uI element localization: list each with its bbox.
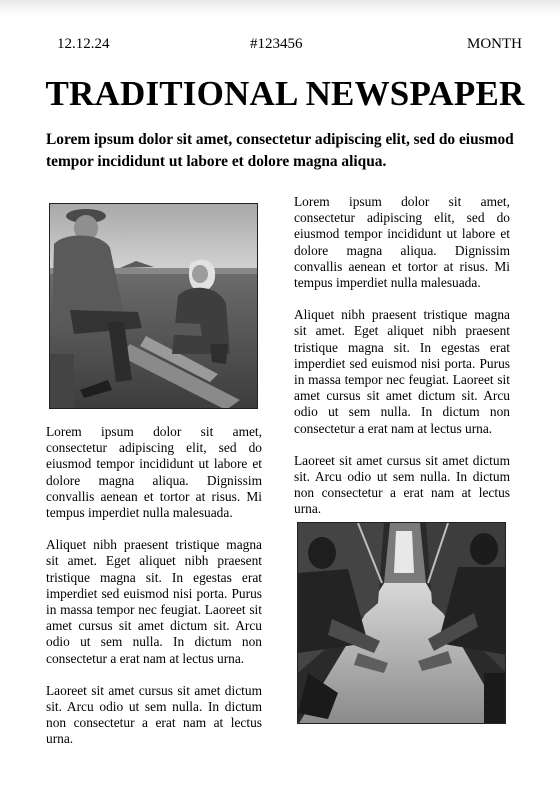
article-paragraph: Aliquet nibh praesent tristique magna sit amet. Eget aliquet nibh praesent tristique magna sit. In egestas erat imperdiet sed euismod nisi porta. Purus in massa tempor nec feugiat. Laoreet sit amet cursus sit amet dictum sit. Arcu odio ut sem nulla. In dictum non consectetur a erat nam at lectus urna. — [46, 537, 262, 666]
article-paragraph: Lorem ipsum dolor sit amet, consectetur adipiscing elit, sed do eiusmod tempor incididunt ut labore et dolore magna aliqua. Dignissim convallis aenean et tortor at risus. Mi tempus imperdiet nulla malesuada. — [294, 194, 510, 291]
issue-number: #123456 — [250, 36, 303, 52]
elderly-couple-photo — [49, 203, 258, 409]
article-paragraph: Laoreet sit amet cursus sit amet dictum sit. Arcu odio ut sem nulla. In dictum non consectetur a erat nam at lectus urna. — [294, 452, 510, 517]
article-paragraph: Laoreet sit amet cursus sit amet dictum sit. Arcu odio ut sem nulla. In dictum non consectetur a erat nam at lectus urna. — [46, 682, 262, 747]
right-article-column — [294, 194, 510, 534]
masthead-title: TRADITIONAL NEWSPAPER — [45, 74, 525, 113]
left-article-column — [46, 424, 262, 764]
elderly-couple-photo-icon — [50, 204, 258, 409]
page-top-shadow — [0, 0, 560, 16]
subway-car-photo-icon — [298, 523, 506, 724]
subheadline: Lorem ipsum dolor sit amet, consectetur adipiscing elit, sed do eiusmod tempor incididunt ut labore et dolore magna aliqua. — [46, 131, 514, 170]
subway-car-photo — [297, 522, 506, 724]
issue-month: MONTH — [467, 36, 522, 52]
article-paragraph: Lorem ipsum dolor sit amet, consectetur adipiscing elit, sed do eiusmod tempor incididunt ut labore et dolore magna aliqua. Dignissim convallis aenean et tortor at risus. Mi tempus imperdiet nulla malesuada. — [46, 424, 262, 521]
article-paragraph: Aliquet nibh praesent tristique magna sit amet. Eget aliquet nibh praesent tristique magna sit. In egestas erat imperdiet sed euismod nisi porta. Purus in massa tempor nec feugiat. Laoreet sit amet cursus sit amet dictum sit. Arcu odio ut sem nulla. In dictum non consectetur a erat nam at lectus urna. — [294, 307, 510, 436]
issue-date: 12.12.24 — [57, 36, 110, 52]
